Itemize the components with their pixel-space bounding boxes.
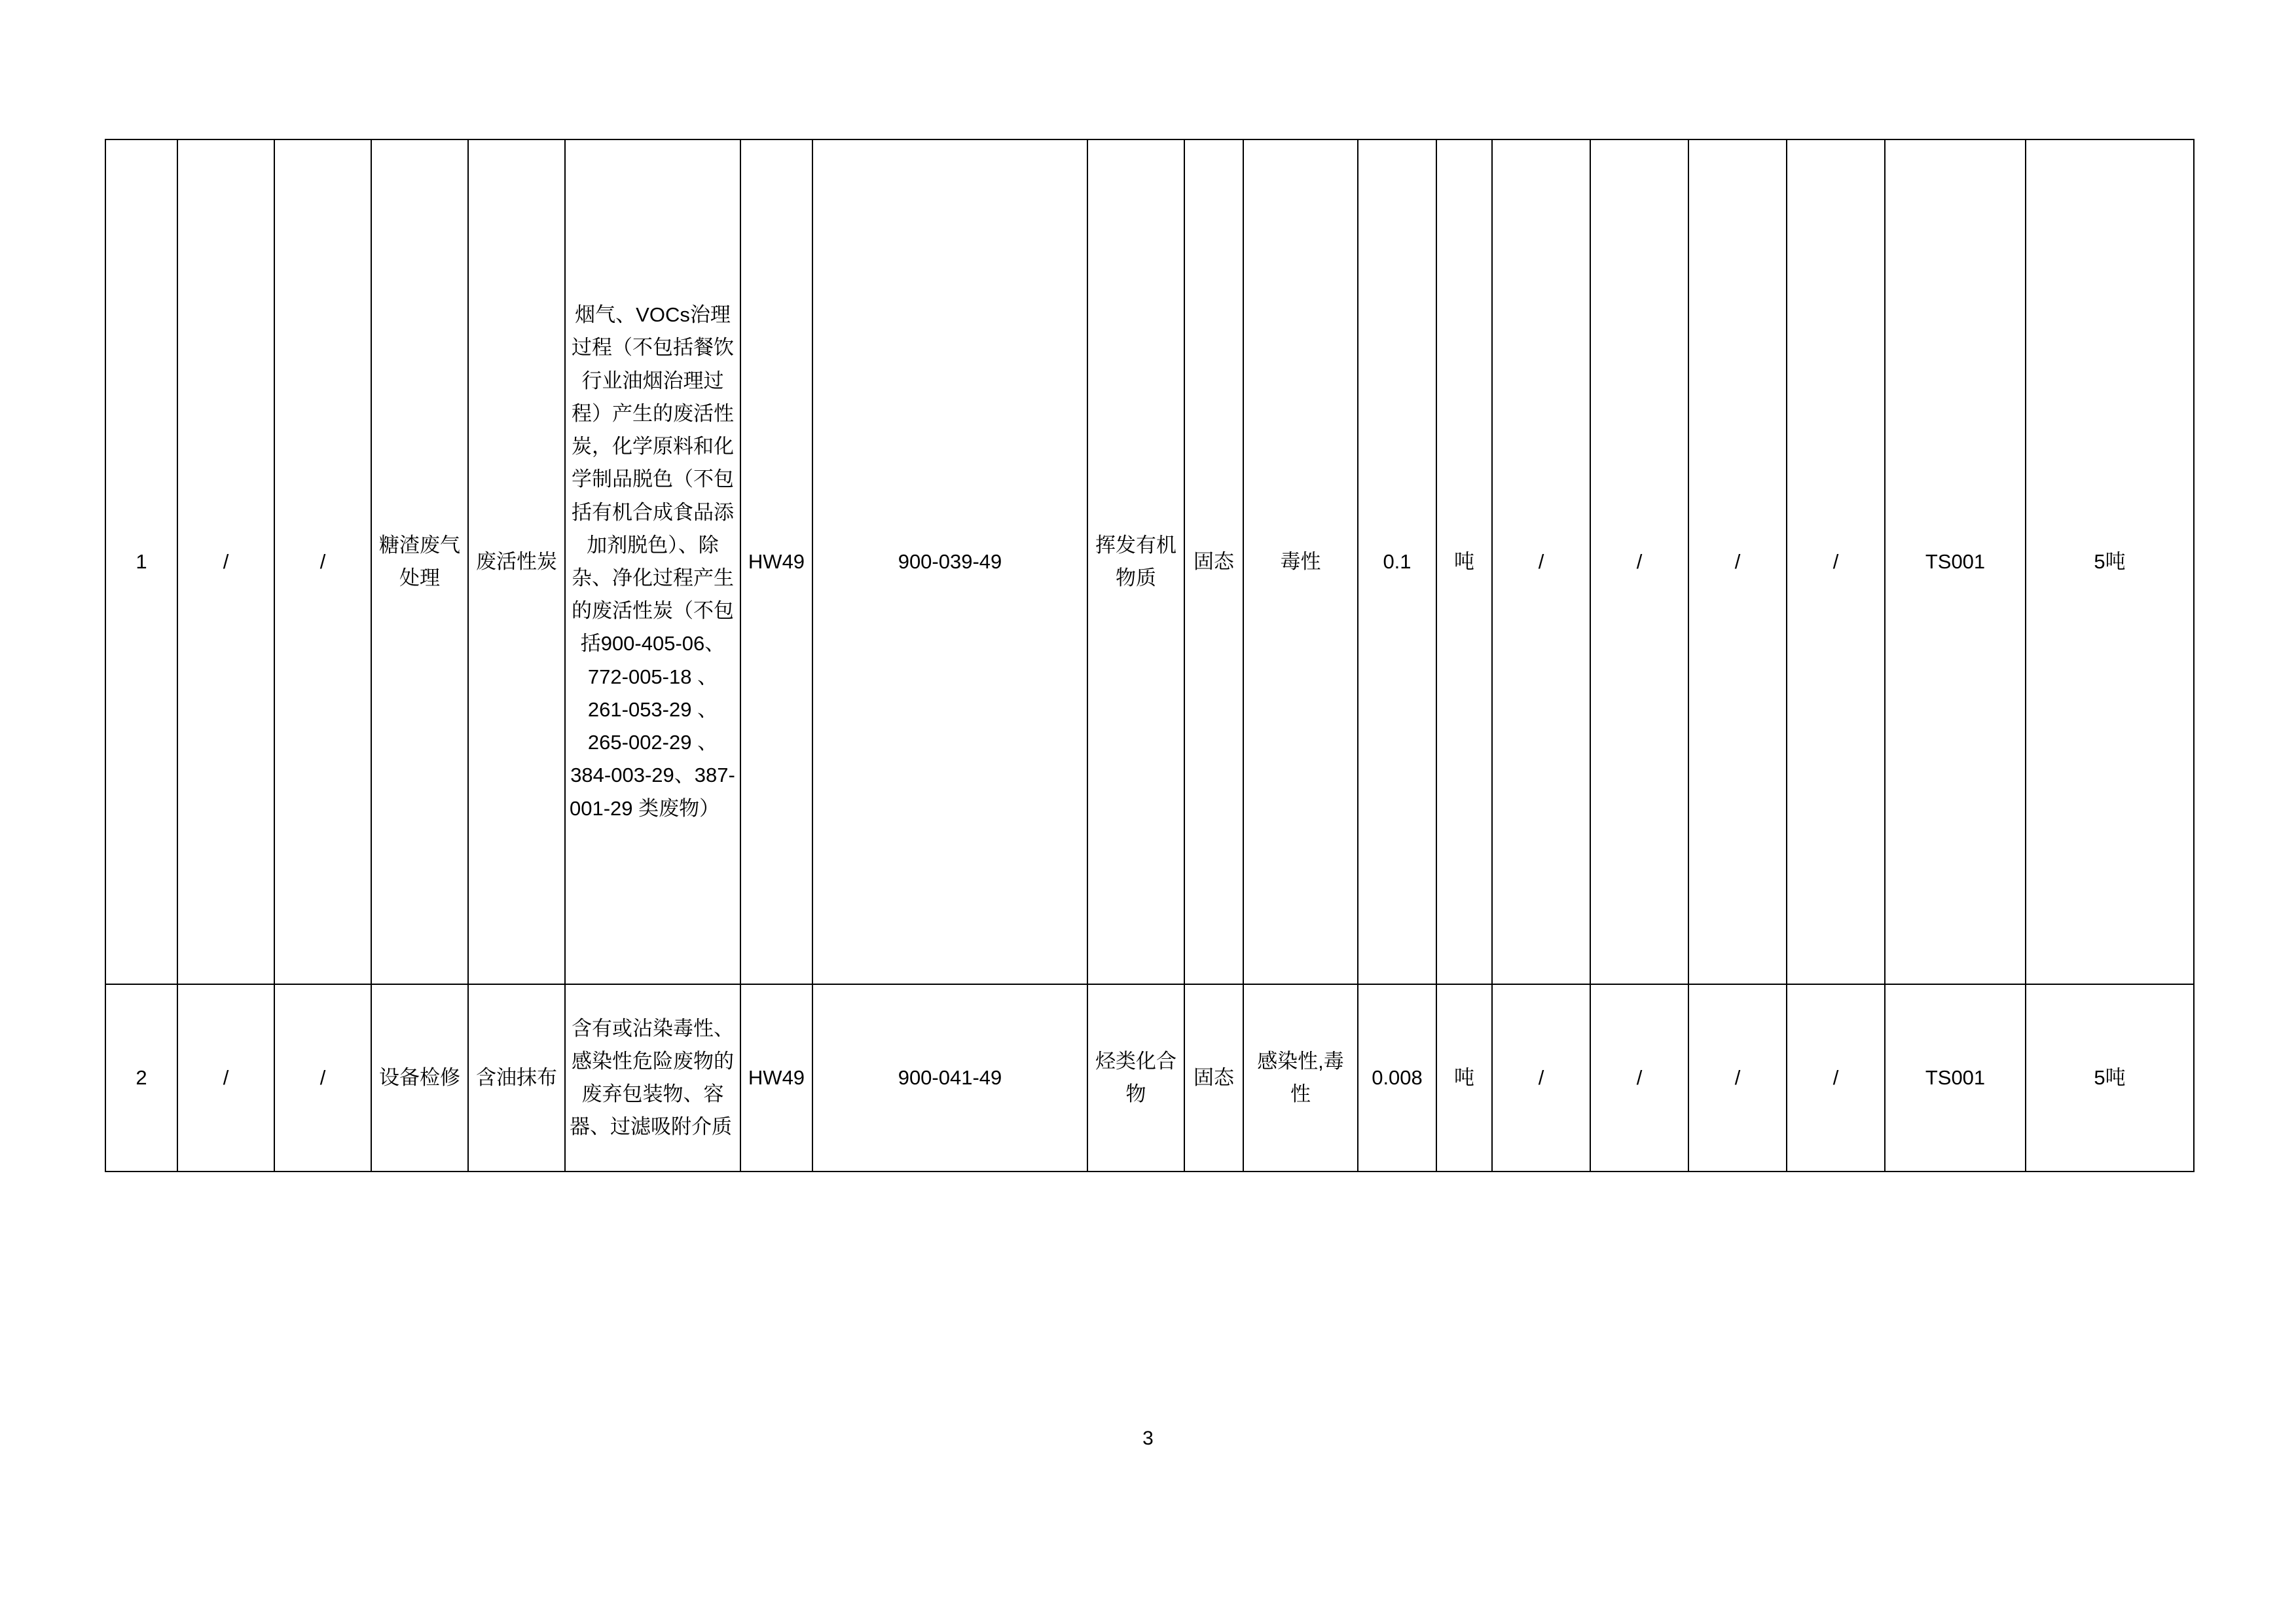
cell-source: 糖渣废气处理 (371, 139, 468, 984)
cell-waste-code: 900-039-49 (812, 139, 1087, 984)
table-row (105, 984, 2194, 1172)
cell-form: 固态 (1184, 984, 1243, 1172)
cell-description: 烟气、VOCs治理过程（不包括餐饮行业油烟治理过程）产生的废活性炭，化学原料和化学制品脱色（不包括有机合成食品添加剂脱色）、除杂、净化过程产生的废活性炭（不包括900-405-06、 772-005-18 、 261-053-29 、 265-002-29 、 384-003-29、387-001-29 类废物） (565, 139, 740, 984)
cell-waste-code: 900-041-49 (812, 984, 1087, 1172)
hazardous-waste-table-wrapper (105, 139, 2193, 1172)
cell-col14: / (1590, 984, 1688, 1172)
cell-waste-name: 废活性炭 (468, 139, 565, 984)
cell-col3: / (274, 139, 371, 984)
cell-hw-code: HW49 (740, 984, 812, 1172)
cell-source: 设备检修 (371, 984, 468, 1172)
cell-capacity: 5吨 (2026, 984, 2194, 1172)
cell-hazard: 感染性,毒性 (1243, 984, 1358, 1172)
cell-form: 固态 (1184, 139, 1243, 984)
cell-unit: 吨 (1436, 139, 1492, 984)
cell-capacity: 5吨 (2026, 139, 2194, 984)
hazardous-waste-table (105, 139, 2195, 1172)
cell-main-component: 挥发有机物质 (1087, 139, 1184, 984)
cell-description: 含有或沾染毒性、感染性危险废物的废弃包装物、容器、过滤吸附介质 (565, 984, 740, 1172)
cell-col2: / (177, 984, 274, 1172)
cell-hw-code: HW49 (740, 139, 812, 984)
cell-col15: / (1688, 984, 1787, 1172)
cell-facility-code: TS001 (1885, 984, 2026, 1172)
cell-col13: / (1492, 139, 1590, 984)
cell-col2: / (177, 139, 274, 984)
cell-waste-name: 含油抹布 (468, 984, 565, 1172)
cell-col16: / (1787, 139, 1885, 984)
cell-main-component: 烃类化合物 (1087, 984, 1184, 1172)
cell-quantity: 0.008 (1358, 984, 1436, 1172)
cell-col3: / (274, 984, 371, 1172)
cell-col15: / (1688, 139, 1787, 984)
page-number: 3 (1142, 1428, 1154, 1449)
cell-index: 2 (105, 984, 177, 1172)
cell-col13: / (1492, 984, 1590, 1172)
cell-facility-code: TS001 (1885, 139, 2026, 984)
cell-quantity: 0.1 (1358, 139, 1436, 984)
cell-col14: / (1590, 139, 1688, 984)
cell-hazard: 毒性 (1243, 139, 1358, 984)
cell-col16: / (1787, 984, 1885, 1172)
table-row (105, 139, 2194, 984)
cell-index: 1 (105, 139, 177, 984)
cell-unit: 吨 (1436, 984, 1492, 1172)
